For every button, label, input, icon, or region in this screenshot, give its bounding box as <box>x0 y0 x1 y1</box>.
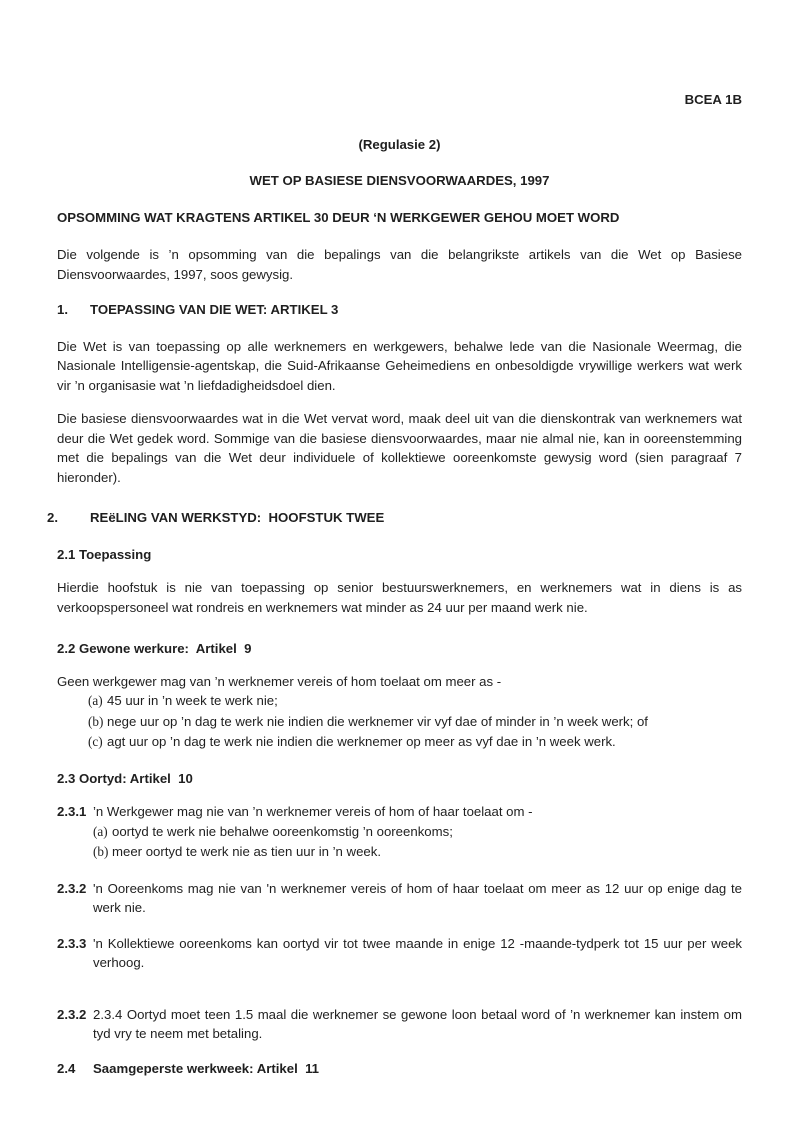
list-item-marker: (b) <box>88 713 104 729</box>
subsection-2-4-number: 2.4 <box>57 1060 76 1076</box>
list-item-text: nege uur op ’n dag te werk nie indien die werknemer vir vyf dae of minder in ’n week werk; of <box>107 713 648 729</box>
clause-body <box>93 802 742 863</box>
section-2-number: 2. <box>47 510 58 525</box>
section-1-paragraph-2: Die basiese diensvoorwaardes wat in die Wet vervat word, maak deel uit van die dienskontrak van werknemers wat deur die Wet gedek word. Sommige van die basiese diensvoorwaardes, maar nie almal nie, kan in ooreenstemming met die bepalings van die Wet deur individuele of kollektiewe ooreenkomste gewysig word (sien paragraaf 7 hieronder). <box>57 411 742 485</box>
subsection-2-1-paragraph: Hierdie hoofstuk is nie van toepassing op senior bestuurswerknemers, en werknemers wat in diens is as verkoopspersoneel wat rondreis en werknemers wat minder as 24 uur per maand werk nie. <box>57 580 742 615</box>
clause-lead: ’n Werkgewer mag nie van ’n werknemer vereis of hom of haar toelaat om - <box>93 804 533 819</box>
list-item-text: oortyd te werk nie behalwe ooreenkomstig ’n ooreenkoms; <box>112 823 453 839</box>
list-item-text: meer oortyd te werk nie as tien uur in ’n week. <box>112 844 382 859</box>
subsection-2-4-title: Saamgeperste werkweek: Artikel 11 <box>93 1060 320 1076</box>
intro-paragraph: Die volgende is ’n opsomming van die bepalings van die belangrikste artikels van die Wet op Basiese Diensvoorwaardes, 1997, soos gewysig. <box>57 247 742 282</box>
list-item-marker: (b) <box>93 844 109 859</box>
clause-number: 2.3.3 <box>57 935 87 951</box>
subsection-2-3-heading: 2.3 Oortyd: Artikel 10 <box>57 770 193 786</box>
list-item-marker: (a) <box>93 823 108 839</box>
list-item <box>88 732 742 753</box>
section-2-heading <box>47 508 742 528</box>
section-2-title: REëLING VAN WERKSTYD: HOOFSTUK TWEE <box>90 510 385 525</box>
subsection-2-2-heading: 2.2 Gewone werkure: Artikel 9 <box>57 641 252 656</box>
clause-text: 'n Kollektiewe ooreenkoms kan oortyd vir tot twee maande in enige 12 -maande-tydperk tot 15 uur per week verhoog. <box>93 935 742 970</box>
clause-number: 2.3.2 <box>57 880 87 896</box>
list-item-text: 45 uur in ’n week te werk nie; <box>107 693 278 708</box>
list-item <box>93 842 742 863</box>
summary-heading: OPSOMMING WAT KRAGTENS ARTIKEL 30 DEUR ‘N WERKGEWER GEHOU MOET WORD <box>57 209 620 225</box>
section-1-paragraph-1: Die Wet is van toepassing op alle werknemers en werkgewers, behalwe lede van die Nasionale Weermag, die Nasionale Intelligensie-agentskap, die Suid-Afrikaanse Geheimediens en onbesoldigde vrywillige werkers wat werk vir ’n organisasie wat ’n liefdadigheidsdoel dien. <box>57 338 742 393</box>
list-item <box>93 822 742 843</box>
section-1-heading <box>57 300 742 320</box>
doc-reference: BCEA 1B <box>684 92 742 107</box>
list-item <box>88 712 742 733</box>
clause-2-3-2 <box>57 879 742 918</box>
subsection-2-2-lead: Geen werkgewer mag van ’n werknemer vereis of hom toelaat om meer as - <box>57 673 502 689</box>
subsection-2-4-heading <box>57 1059 742 1079</box>
clause-text: 2.3.4 Oortyd moet teen 1.5 maal die werknemer se gewone loon betaal word of ’n werknemer kan instem om tyd vry te neem met betaling. <box>93 1006 742 1041</box>
section-1-number: 1. <box>57 302 68 317</box>
subsection-2-1-heading: 2.1 Toepassing <box>57 546 152 562</box>
clause-2-3-3 <box>57 934 742 973</box>
clause-2-3-4 <box>57 1005 742 1044</box>
clause-number: 2.3.1 <box>57 804 87 819</box>
regulation-subtitle: (Regulasie 2) <box>358 136 441 152</box>
list-item-text: agt uur op ’n dag te werk nie indien die werknemer op meer as vyf dae in ’n week werk. <box>107 734 616 749</box>
list-item-marker: (a) <box>88 693 103 708</box>
section-1-title: TOEPASSING VAN DIE WET: ARTIKEL 3 <box>90 302 339 317</box>
clause-number: 2.3.2 <box>57 1006 87 1022</box>
subsection-2-2-list <box>88 691 742 753</box>
clause-text: 'n Ooreenkoms mag nie van 'n werknemer vereis of hom of haar toelaat om meer as 12 uur op enige dag te werk nie. <box>93 880 742 915</box>
act-title: WET OP BASIESE DIENSVOORWAARDES, 1997 <box>249 173 550 188</box>
clause-2-3-1 <box>57 802 742 863</box>
list-item <box>88 691 742 712</box>
list-item-marker: (c) <box>88 734 103 749</box>
